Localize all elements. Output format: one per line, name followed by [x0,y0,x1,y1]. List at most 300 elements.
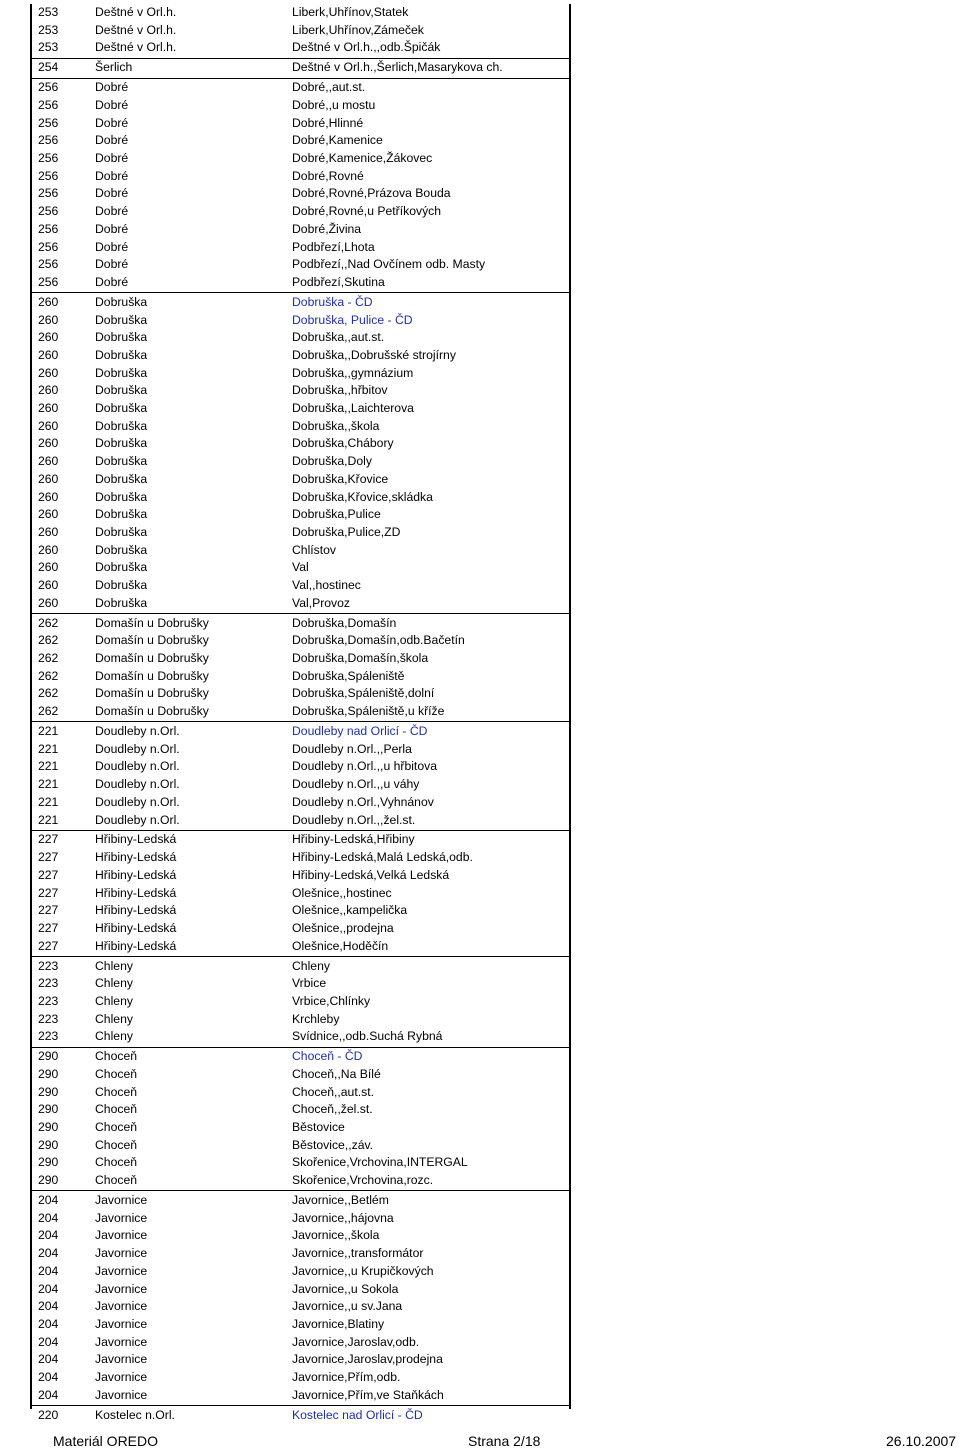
route-number-cell: 260 [38,560,59,575]
route-number-cell: 290 [38,1049,59,1064]
municipality-cell: Deštné v Orl.h. [95,22,177,37]
table-row [0,239,960,256]
table-row [0,59,960,76]
table-row [0,615,960,632]
footer-date: 26.10.2007 [886,1433,957,1449]
municipality-cell: Doudleby n.Orl. [95,724,180,738]
municipality-cell: Chleny [95,958,133,973]
stop-name-cell: Dobré,Rovné [292,168,364,183]
table-row [0,4,960,21]
route-number-cell: 260 [38,524,59,539]
route-number-cell: 262 [38,651,59,665]
table-row [0,185,960,202]
municipality-cell: Doudleby n.Orl. [95,759,180,774]
table-row [0,1154,960,1171]
route-number-cell: 290 [38,1173,59,1188]
table-row [0,1119,960,1136]
stop-name-cell: Hřibiny-Ledská,Malá Ledská,odb. [292,850,473,865]
route-number-cell: 204 [38,1193,59,1207]
stop-name-cell: Javornice,,Betlém [292,1193,389,1207]
municipality-cell: Doudleby n.Orl. [95,812,180,827]
table-row [0,1245,960,1262]
route-number-cell: 253 [38,40,59,55]
municipality-cell: Dobruška [95,347,148,362]
route-number-cell: 290 [38,1137,59,1152]
table-row [0,489,960,506]
route-number-cell: 256 [38,151,59,165]
route-number-cell: 204 [38,1352,59,1367]
stop-name-cell: Dobruška,Spáleniště [292,668,405,683]
municipality-cell: Dobré [95,221,129,236]
municipality-cell: Hřibiny-Ledská [95,867,177,882]
municipality-cell: Javornice [95,1370,148,1384]
stop-name-cell: Javornice,,u Krupičkových [292,1263,434,1278]
stop-name-cell: Olešnice,,kampelička [292,903,408,918]
municipality-cell: Choceň [95,1066,138,1081]
route-number-cell: 260 [38,542,59,557]
stop-name-cell: Dobruška,,hřbitov [292,383,388,398]
table-row [0,382,960,399]
stop-name-cell: Javornice,Jaroslav,odb. [292,1334,420,1349]
route-number-cell: 256 [38,80,59,95]
municipality-cell: Dobruška [95,401,148,415]
stop-name-cell: Javornice,Přím,odb. [292,1370,401,1384]
table-row [0,132,960,149]
table-row [0,256,960,273]
municipality-cell: Dobré [95,80,129,95]
stop-name-cell: Dobruška,Doly [292,454,372,469]
stop-name-cell: Dobruška,Spáleniště,u kříže [292,704,445,719]
table-row [0,312,960,329]
table-row [0,168,960,185]
municipality-cell: Dobruška [95,560,148,575]
table-row [0,975,960,992]
route-number-cell: 260 [38,347,59,362]
stop-name-cell: Dobruška,,Dobrušské strojírny [292,347,456,362]
stop-name-cell: Doudleby n.Orl.,,žel.st. [292,812,416,827]
municipality-cell: Domašín u Dobrušky [95,615,209,630]
route-number-cell: 260 [38,418,59,433]
route-number-cell: 227 [38,938,59,953]
stop-name-cell: Doudleby nad Orlicí - ČD [292,724,428,738]
municipality-cell: Javornice [95,1281,148,1296]
route-number-cell: 290 [38,1120,59,1134]
stop-name-cell: Dobruška,,gymnázium [292,365,414,380]
route-number-cell: 227 [38,885,59,900]
stop-name-cell: Dobré,Rovné,u Petříkových [292,204,442,219]
stop-name-cell: Javornice,,u Sokola [292,1281,399,1296]
table-row [0,150,960,167]
route-number-cell: 262 [38,686,59,701]
stop-name-cell: Dobruška, Pulice - ČD [292,312,413,327]
route-number-cell: 256 [38,257,59,272]
stop-name-cell: Podbřezí,,Nad Ovčínem odb. Masty [292,257,486,272]
stop-name-cell: Choceň,,žel.st. [292,1102,373,1117]
route-number-cell: 262 [38,633,59,648]
municipality-cell: Domašín u Dobrušky [95,704,209,719]
municipality-cell: Dobruška [95,330,148,345]
route-number-cell: 221 [38,759,59,774]
municipality-cell: Choceň [95,1173,138,1188]
table-row [0,1298,960,1315]
table-row [0,1137,960,1154]
municipality-cell: Domašín u Dobrušky [95,686,209,701]
municipality-cell: Hřibiny-Ledská [95,885,177,900]
table-row [0,632,960,649]
municipality-cell: Dobré [95,168,129,183]
route-number-cell: 260 [38,578,59,592]
municipality-cell: Javornice [95,1228,148,1243]
table-row [0,920,960,937]
municipality-cell: Dobruška [95,471,148,486]
municipality-cell: Dobruška [95,524,148,539]
municipality-cell: Javornice [95,1246,148,1261]
municipality-cell: Javornice [95,1334,148,1349]
route-number-cell: 260 [38,454,59,469]
municipality-cell: Choceň [95,1120,138,1134]
route-number-cell: 227 [38,867,59,882]
table-row [0,1172,960,1189]
municipality-cell: Domašín u Dobrušky [95,633,209,648]
route-number-cell: 256 [38,204,59,219]
route-number-cell: 204 [38,1316,59,1331]
stop-name-cell: Doudleby n.Orl.,,Perla [292,741,412,756]
stop-name-cell: Běstovice,,záv. [292,1137,374,1152]
table-row [0,1028,960,1045]
route-number-cell: 223 [38,976,59,991]
table-row [0,703,960,720]
route-number-cell: 260 [38,436,59,451]
footer-source: Materiál OREDO [53,1433,159,1449]
route-number-cell: 204 [38,1281,59,1296]
table-row [0,577,960,594]
table-row [0,365,960,382]
route-number-cell: 221 [38,812,59,827]
table-row [0,115,960,132]
route-number-cell: 260 [38,294,59,309]
table-row [0,993,960,1010]
municipality-cell: Hřibiny-Ledská [95,903,177,918]
municipality-cell: Javornice [95,1316,148,1331]
route-number-cell: 256 [38,239,59,254]
municipality-cell: Domašín u Dobrušky [95,651,209,665]
municipality-cell: Dobruška [95,578,148,592]
route-number-cell: 290 [38,1102,59,1117]
municipality-cell: Dobruška [95,383,148,398]
municipality-cell: Choceň [95,1137,138,1152]
stop-name-cell: Vrbice [292,976,327,991]
page-footer [0,1432,960,1450]
table-row [0,435,960,452]
route-number-cell: 260 [38,507,59,522]
table-row [0,885,960,902]
stop-name-cell: Javornice,,u sv.Jana [292,1299,403,1314]
route-number-cell: 204 [38,1263,59,1278]
table-row [0,1407,960,1424]
municipality-cell: Dobré [95,274,129,289]
footer-page-number: Strana 2/18 [468,1433,541,1449]
route-number-cell: 260 [38,383,59,398]
table-row [0,867,960,884]
municipality-cell: Choceň [95,1102,138,1117]
table-row [0,79,960,96]
municipality-cell: Choceň [95,1155,138,1170]
stop-name-cell: Javornice,Přím,ve Staňkách [292,1387,444,1402]
route-number-cell: 223 [38,993,59,1008]
table-row [0,723,960,740]
route-number-cell: 223 [38,958,59,973]
stop-name-cell: Vrbice,Chlínky [292,993,371,1008]
stop-name-cell: Val [292,560,309,575]
municipality-cell: Dobruška [95,436,148,451]
stop-name-cell: Dobré,,aut.st. [292,80,366,95]
municipality-cell: Dobré [95,239,129,254]
municipality-cell: Dobré [95,97,129,112]
route-number-cell: 260 [38,489,59,504]
route-number-cell: 262 [38,615,59,630]
route-number-cell: 204 [38,1210,59,1225]
stop-name-cell: Hřibiny-Ledská,Hřibiny [292,832,415,847]
table-row [0,902,960,919]
table-row [0,221,960,238]
table-row [0,1387,960,1404]
table-row [0,650,960,667]
municipality-cell: Domašín u Dobrušky [95,668,209,683]
table-row [0,294,960,311]
route-number-cell: 256 [38,186,59,201]
stop-name-cell: Dobruška,Pulice,ZD [292,524,401,539]
table-row [0,347,960,364]
table-row [0,542,960,559]
route-number-cell: 253 [38,5,59,19]
table-row [0,1084,960,1101]
stop-name-cell: Skořenice,Vrchovina,INTERGAL [292,1155,468,1170]
stop-name-cell: Val,,hostinec [292,578,361,592]
table-row [0,1351,960,1368]
stop-name-cell: Kostelec nad Orlicí - ČD [292,1407,423,1422]
route-number-cell: 220 [38,1407,59,1422]
table-row [0,524,960,541]
municipality-cell: Dobruška [95,312,148,327]
municipality-cell: Dobruška [95,418,148,433]
municipality-cell: Dobruška [95,454,148,469]
stop-name-cell: Dobré,Kamenice [292,133,383,148]
route-number-cell: 256 [38,115,59,130]
municipality-cell: Chleny [95,993,133,1008]
municipality-cell: Chleny [95,976,133,991]
stop-name-cell: Dobruška,Spáleniště,dolní [292,686,435,701]
stop-name-cell: Javornice,,transformátor [292,1246,424,1261]
municipality-cell: Doudleby n.Orl. [95,794,180,809]
table-row [0,418,960,435]
municipality-cell: Hřibiny-Ledská [95,850,177,865]
stop-name-cell: Liberk,Uhřínov,Zámeček [292,22,424,37]
route-number-cell: 204 [38,1334,59,1349]
municipality-cell: Dobruška [95,489,148,504]
stop-name-cell: Javornice,Jaroslav,prodejna [292,1352,443,1367]
table-row [0,1316,960,1333]
stop-name-cell: Deštné v Orl.h.,,odb.Špičák [292,40,441,55]
table-row [0,22,960,39]
municipality-cell: Dobré [95,204,129,219]
stop-name-cell: Deštné v Orl.h.,Šerlich,Masarykova ch. [292,60,503,75]
municipality-cell: Dobré [95,151,129,165]
municipality-cell: Javornice [95,1193,148,1207]
route-number-cell: 260 [38,312,59,327]
stop-name-cell: Dobruška,Pulice [292,507,381,522]
route-number-cell: 204 [38,1370,59,1384]
stop-name-cell: Běstovice [292,1120,345,1134]
stop-name-cell: Choceň - ČD [292,1049,363,1064]
municipality-cell: Javornice [95,1210,148,1225]
stop-name-cell: Dobruška,,škola [292,418,380,433]
route-number-cell: 262 [38,704,59,719]
table-row [0,1227,960,1244]
route-number-cell: 260 [38,330,59,345]
table-row [0,849,960,866]
table-row [0,400,960,417]
table-row [0,794,960,811]
route-number-cell: 204 [38,1246,59,1261]
municipality-cell: Javornice [95,1387,148,1402]
table-row [0,559,960,576]
stop-name-cell: Skořenice,Vrchovina,rozc. [292,1173,434,1188]
municipality-cell: Doudleby n.Orl. [95,741,180,756]
municipality-cell: Deštné v Orl.h. [95,5,177,19]
table-row [0,329,960,346]
route-number-cell: 256 [38,221,59,236]
route-number-cell: 290 [38,1084,59,1099]
route-number-cell: 262 [38,668,59,683]
route-number-cell: 256 [38,274,59,289]
route-number-cell: 223 [38,1029,59,1044]
municipality-cell: Dobré [95,257,129,272]
municipality-cell: Dobruška [95,542,148,557]
stop-name-cell: Dobruška,Křovice [292,471,389,486]
stop-name-cell: Olešnice,Hoděčín [292,938,389,953]
table-row [0,471,960,488]
municipality-cell: Hřibiny-Ledská [95,938,177,953]
stop-name-cell: Doudleby n.Orl.,,u váhy [292,777,420,792]
stop-name-cell: Dobruška,Domašín,škola [292,651,429,665]
table-row [0,831,960,848]
stop-name-cell: Javornice,,hájovna [292,1210,394,1225]
route-number-cell: 260 [38,595,59,610]
stop-name-cell: Svídnice,,odb.Suchá Rybná [292,1029,443,1044]
stop-name-cell: Dobruška,Domašín,odb.Bačetín [292,633,465,648]
municipality-cell: Dobruška [95,294,148,309]
route-number-cell: 256 [38,168,59,183]
stop-name-cell: Dobré,Rovné,Prázova Bouda [292,186,451,201]
stop-name-cell: Olešnice,,prodejna [292,920,394,935]
route-number-cell: 223 [38,1011,59,1026]
stop-name-cell: Dobré,Kamenice,Žákovec [292,151,433,165]
table-row [0,453,960,470]
stop-name-cell: Dobruška,Domašín [292,615,397,630]
municipality-cell: Choceň [95,1049,138,1064]
table-row [0,97,960,114]
route-number-cell: 256 [38,97,59,112]
route-number-cell: 256 [38,133,59,148]
route-number-cell: 227 [38,832,59,847]
route-number-cell: 204 [38,1387,59,1402]
route-number-cell: 227 [38,920,59,935]
stop-name-cell: Doudleby n.Orl.,Vyhnánov [292,794,434,809]
stop-name-cell: Choceň,,aut.st. [292,1084,374,1099]
table-row [0,668,960,685]
table-row [0,685,960,702]
stop-name-cell: Dobruška,,aut.st. [292,330,385,345]
table-row [0,1192,960,1209]
municipality-cell: Dobré [95,133,129,148]
stop-name-cell: Krchleby [292,1011,340,1026]
stop-name-cell: Dobruška,Chábory [292,436,394,451]
route-number-cell: 253 [38,22,59,37]
table-row [0,39,960,56]
municipality-cell: Choceň [95,1084,138,1099]
table-row [0,506,960,523]
municipality-cell: Dobruška [95,365,148,380]
route-number-cell: 227 [38,903,59,918]
stop-name-cell: Dobruška - ČD [292,294,373,309]
route-number-cell: 260 [38,401,59,415]
table-row [0,1334,960,1351]
stop-name-cell: Dobré,,u mostu [292,97,376,112]
table-row [0,938,960,955]
route-number-cell: 221 [38,794,59,809]
route-number-cell: 254 [38,60,59,75]
table-row [0,203,960,220]
municipality-cell: Hřibiny-Ledská [95,832,177,847]
stop-name-cell: Dobré,Hlinné [292,115,364,130]
table-row [0,1066,960,1083]
municipality-cell: Javornice [95,1263,148,1278]
municipality-cell: Dobruška [95,595,148,610]
stop-name-cell: Liberk,Uhřínov,Statek [292,5,409,19]
table-row [0,758,960,775]
stop-name-cell: Dobruška,,Laichterova [292,401,414,415]
table-row [0,274,960,291]
municipality-cell: Doudleby n.Orl. [95,777,180,792]
table-row [0,741,960,758]
municipality-cell: Javornice [95,1299,148,1314]
municipality-cell: Dobré [95,186,129,201]
table-row [0,1369,960,1386]
table-row [0,1048,960,1065]
table-row [0,958,960,975]
municipality-cell: Chleny [95,1029,133,1044]
stop-name-cell: Choceň,,Na Bílé [292,1066,381,1081]
stop-name-cell: Javornice,Blatiny [292,1316,385,1331]
route-number-cell: 221 [38,724,59,738]
stop-name-cell: Dobruška,Křovice,skládka [292,489,433,504]
table-row [0,776,960,793]
stop-name-cell: Doudleby n.Orl.,,u hřbitova [292,759,437,774]
route-number-cell: 260 [38,471,59,486]
stop-name-cell: Podbřezí,Skutina [292,274,385,289]
table-row [0,595,960,612]
route-number-cell: 204 [38,1299,59,1314]
municipality-cell: Dobré [95,115,129,130]
table-row [0,812,960,829]
route-number-cell: 290 [38,1155,59,1170]
municipality-cell: Javornice [95,1352,148,1367]
municipality-cell: Hřibiny-Ledská [95,920,177,935]
stop-name-cell: Olešnice,,hostinec [292,885,392,900]
route-number-cell: 290 [38,1066,59,1081]
municipality-cell: Šerlich [95,60,133,75]
stop-name-cell: Val,Provoz [292,595,351,610]
